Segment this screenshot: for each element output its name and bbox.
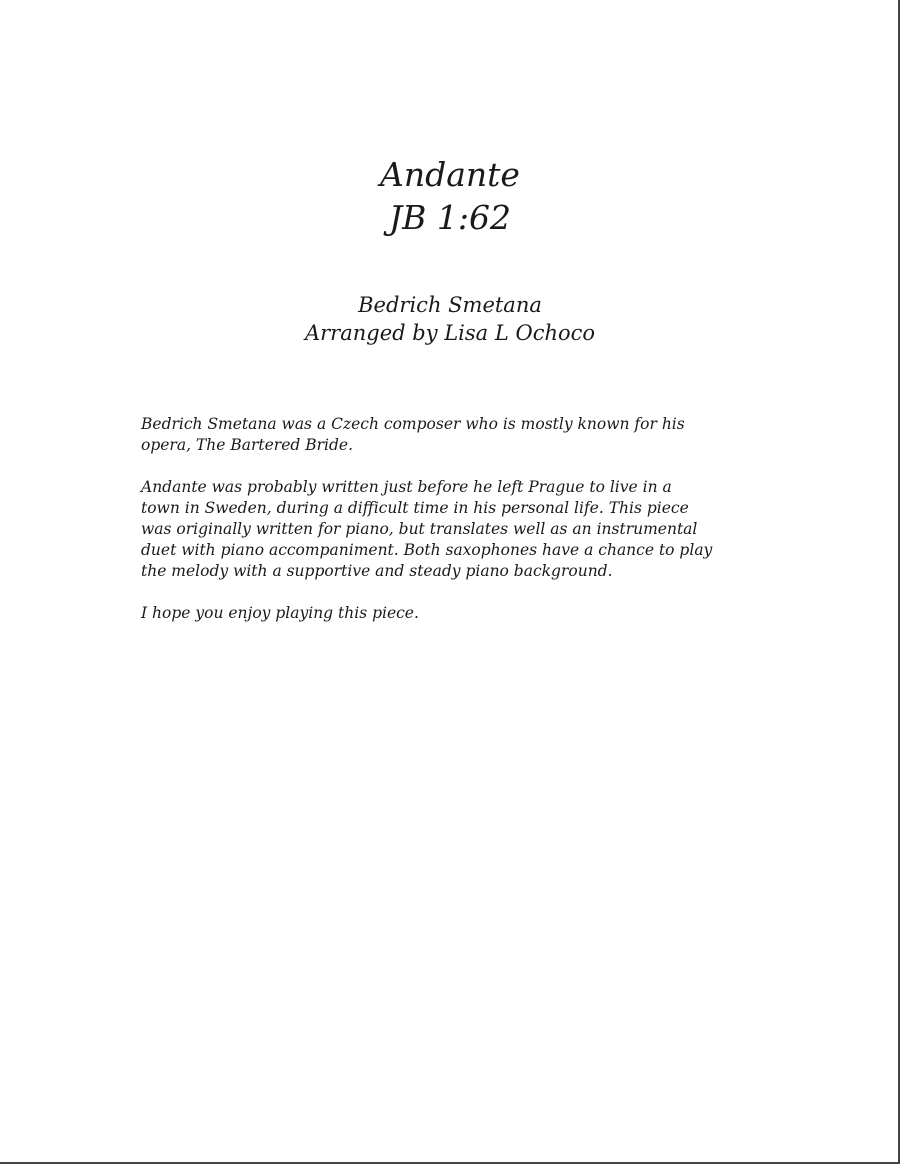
notes-line: Andante was probably written just before he left Prague to live in a [141, 478, 672, 496]
notes-paragraph-intro [141, 414, 781, 456]
notes-line: Bedrich Smetana was a Czech composer who is mostly known for his [141, 415, 685, 433]
arranger-credit: Arranged by Lisa L Ochoco [304, 321, 596, 345]
notes-paragraph-closing [141, 603, 781, 624]
notes-line: opera, The Bartered Bride. [141, 436, 354, 454]
program-notes [141, 414, 781, 645]
composer-name: Bedrich Smetana [358, 293, 542, 317]
notes-line: duet with piano accompaniment. Both saxophones have a chance to play [141, 541, 713, 559]
notes-paragraph-history [141, 477, 781, 582]
notes-line: was originally written for piano, but translates well as an instrumental [141, 520, 698, 538]
notes-line: town in Sweden, during a difficult time in his personal life. This piece [141, 499, 689, 517]
catalog-number: JB 1:62 [388, 198, 512, 237]
piece-title: Andante [380, 155, 520, 194]
notes-line: I hope you enjoy playing this piece. [141, 604, 419, 622]
notes-line: the melody with a supportive and steady piano background. [141, 562, 613, 580]
